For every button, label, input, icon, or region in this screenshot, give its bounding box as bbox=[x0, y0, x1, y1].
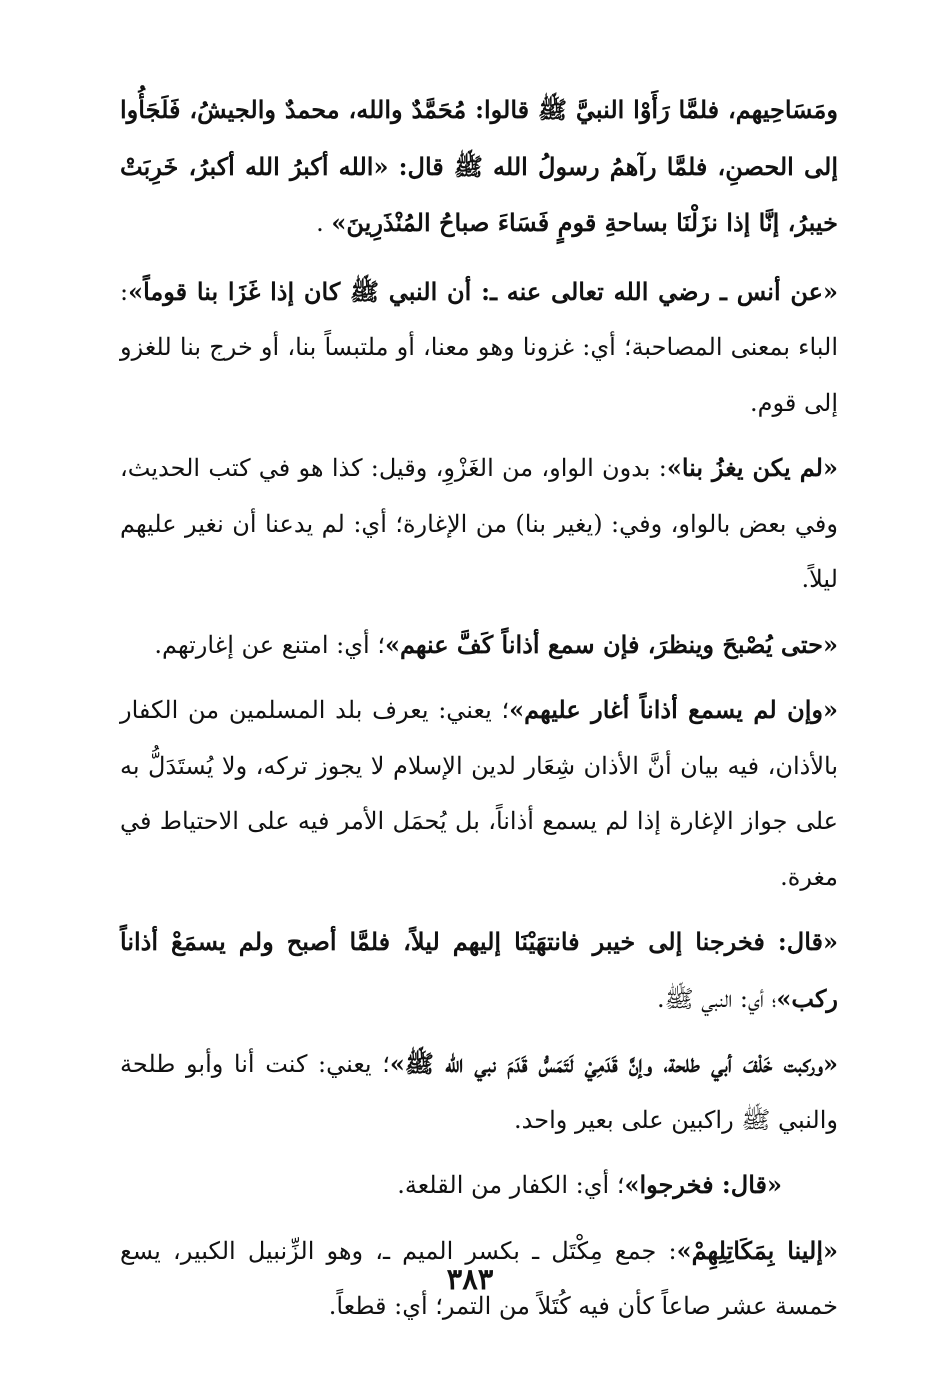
paragraph-text: : الباء بمعنى المصاحبة؛ أي: غزونا وهو معنا، أو ملتبساً بنا، أو خرج بنا للغزو إلى قوم. bbox=[120, 277, 838, 417]
paragraph-commentary bbox=[120, 1036, 838, 1148]
paragraph-text: ؛ أي: النبي ﷺ. bbox=[657, 984, 777, 1013]
paragraph-text: ؛ أي: الكفار من القلعة. bbox=[397, 1171, 625, 1199]
paragraph-commentary bbox=[120, 264, 838, 432]
paragraph-bold-text: «عن أنس ـ رضي الله تعالى عنه ـ: أن النبي ﷺ كان إذا غَزَا بنا قوماً» bbox=[128, 276, 838, 306]
paragraph-continuation bbox=[120, 82, 838, 252]
paragraph-commentary bbox=[120, 914, 838, 1027]
paragraph-bold-text: ومَسَاحِيهم، فلمَّا رَأَوْا النبيَّ ﷺ قالوا: مُحَمَّدٌ والله، محمدٌ والجيشُ، فَلَجَأُوا إلى الحصنِ، فلمَّا رآهمُ رسولُ الله ﷺ قال: «الله أكبرُ الله أكبرُ، خَرِبَتْ خيبرُ، إنَّا إذا نزَلْنَا بساحةِ قومٍ فَسَاءَ صباحُ المُنْذَرِينَ» bbox=[120, 95, 838, 237]
paragraph-bold-text: «قال: فخرجنا إلى خيبر فانتهَيْنَا إليهم ليلاً، فلمَّا أصبح ولم يسمَعْ أذاناً ركب» bbox=[120, 927, 838, 1013]
paragraph-bold-text: «إلينا بِمَكَاتِلِهِمْ» bbox=[676, 1235, 838, 1265]
paragraph-bold-text: «وركبت خَلْفَ أبي طلحة، وإنَّ قَدَمِيْ لَتَمَسُّ قَدَمَ نبي الله ﷺ» bbox=[389, 1049, 838, 1078]
paragraph-text: ؛ يعني: يعرف بلد المسلمين من الكفار بالأذان، فيه بيان أنَّ الأذان شِعَار لدين الإسلام لا يجوز تركه، ولا يُستَدَلُّ به على جواز الإغارة إذا لم يسمع أذاناً، بل يُحمَل الأمر فيه على الاحتياط في مغرة. bbox=[120, 696, 838, 891]
paragraph-commentary bbox=[120, 682, 838, 905]
paragraph-text: ؛ يعني: كنت أنا وأبو طلحة والنبي ﷺ راكبين على بعير واحد. bbox=[120, 1050, 838, 1134]
paragraph-commentary bbox=[120, 1157, 838, 1214]
paragraph-bold-text: «لم يكن يغزُ بنا» bbox=[666, 453, 838, 482]
paragraph-bold-text: «حتى يُصْبحَ وينظرَ، فإن سمع أذاناً كَفَّ عنهم» bbox=[384, 629, 838, 659]
paragraph-commentary bbox=[120, 617, 838, 674]
paragraph-text: ؛ أي: امتنع عن إغارتهم. bbox=[154, 630, 385, 659]
paragraph-text: . bbox=[316, 209, 324, 237]
paragraph-bold-text: «قال: فخرجوا» bbox=[624, 1170, 782, 1199]
paragraph-text: : بدون الواو، من الغَزْوِ، وقيل: كذا هو في كتب الحديث، وفي بعض بالواو، وفي: (يغير بنا) من الإغارة؛ أي: لم يدعنا أن نغير عليهم ليلاً. bbox=[120, 454, 838, 593]
paragraph-bold-text: «وإن لم يسمع أذاناً أغار عليهم» bbox=[509, 695, 838, 724]
paragraph-commentary bbox=[120, 440, 838, 608]
page-number: ٣٨٣ bbox=[446, 1262, 494, 1296]
paragraph-text: : جمع مِكْتَل ـ بكسر الميم ـ، وهو الزِّنبيل الكبير، يسع خمسة عشر صاعاً كأن فيه كُتَلاً من التمر؛ أي: قطعاً. bbox=[120, 1236, 838, 1320]
